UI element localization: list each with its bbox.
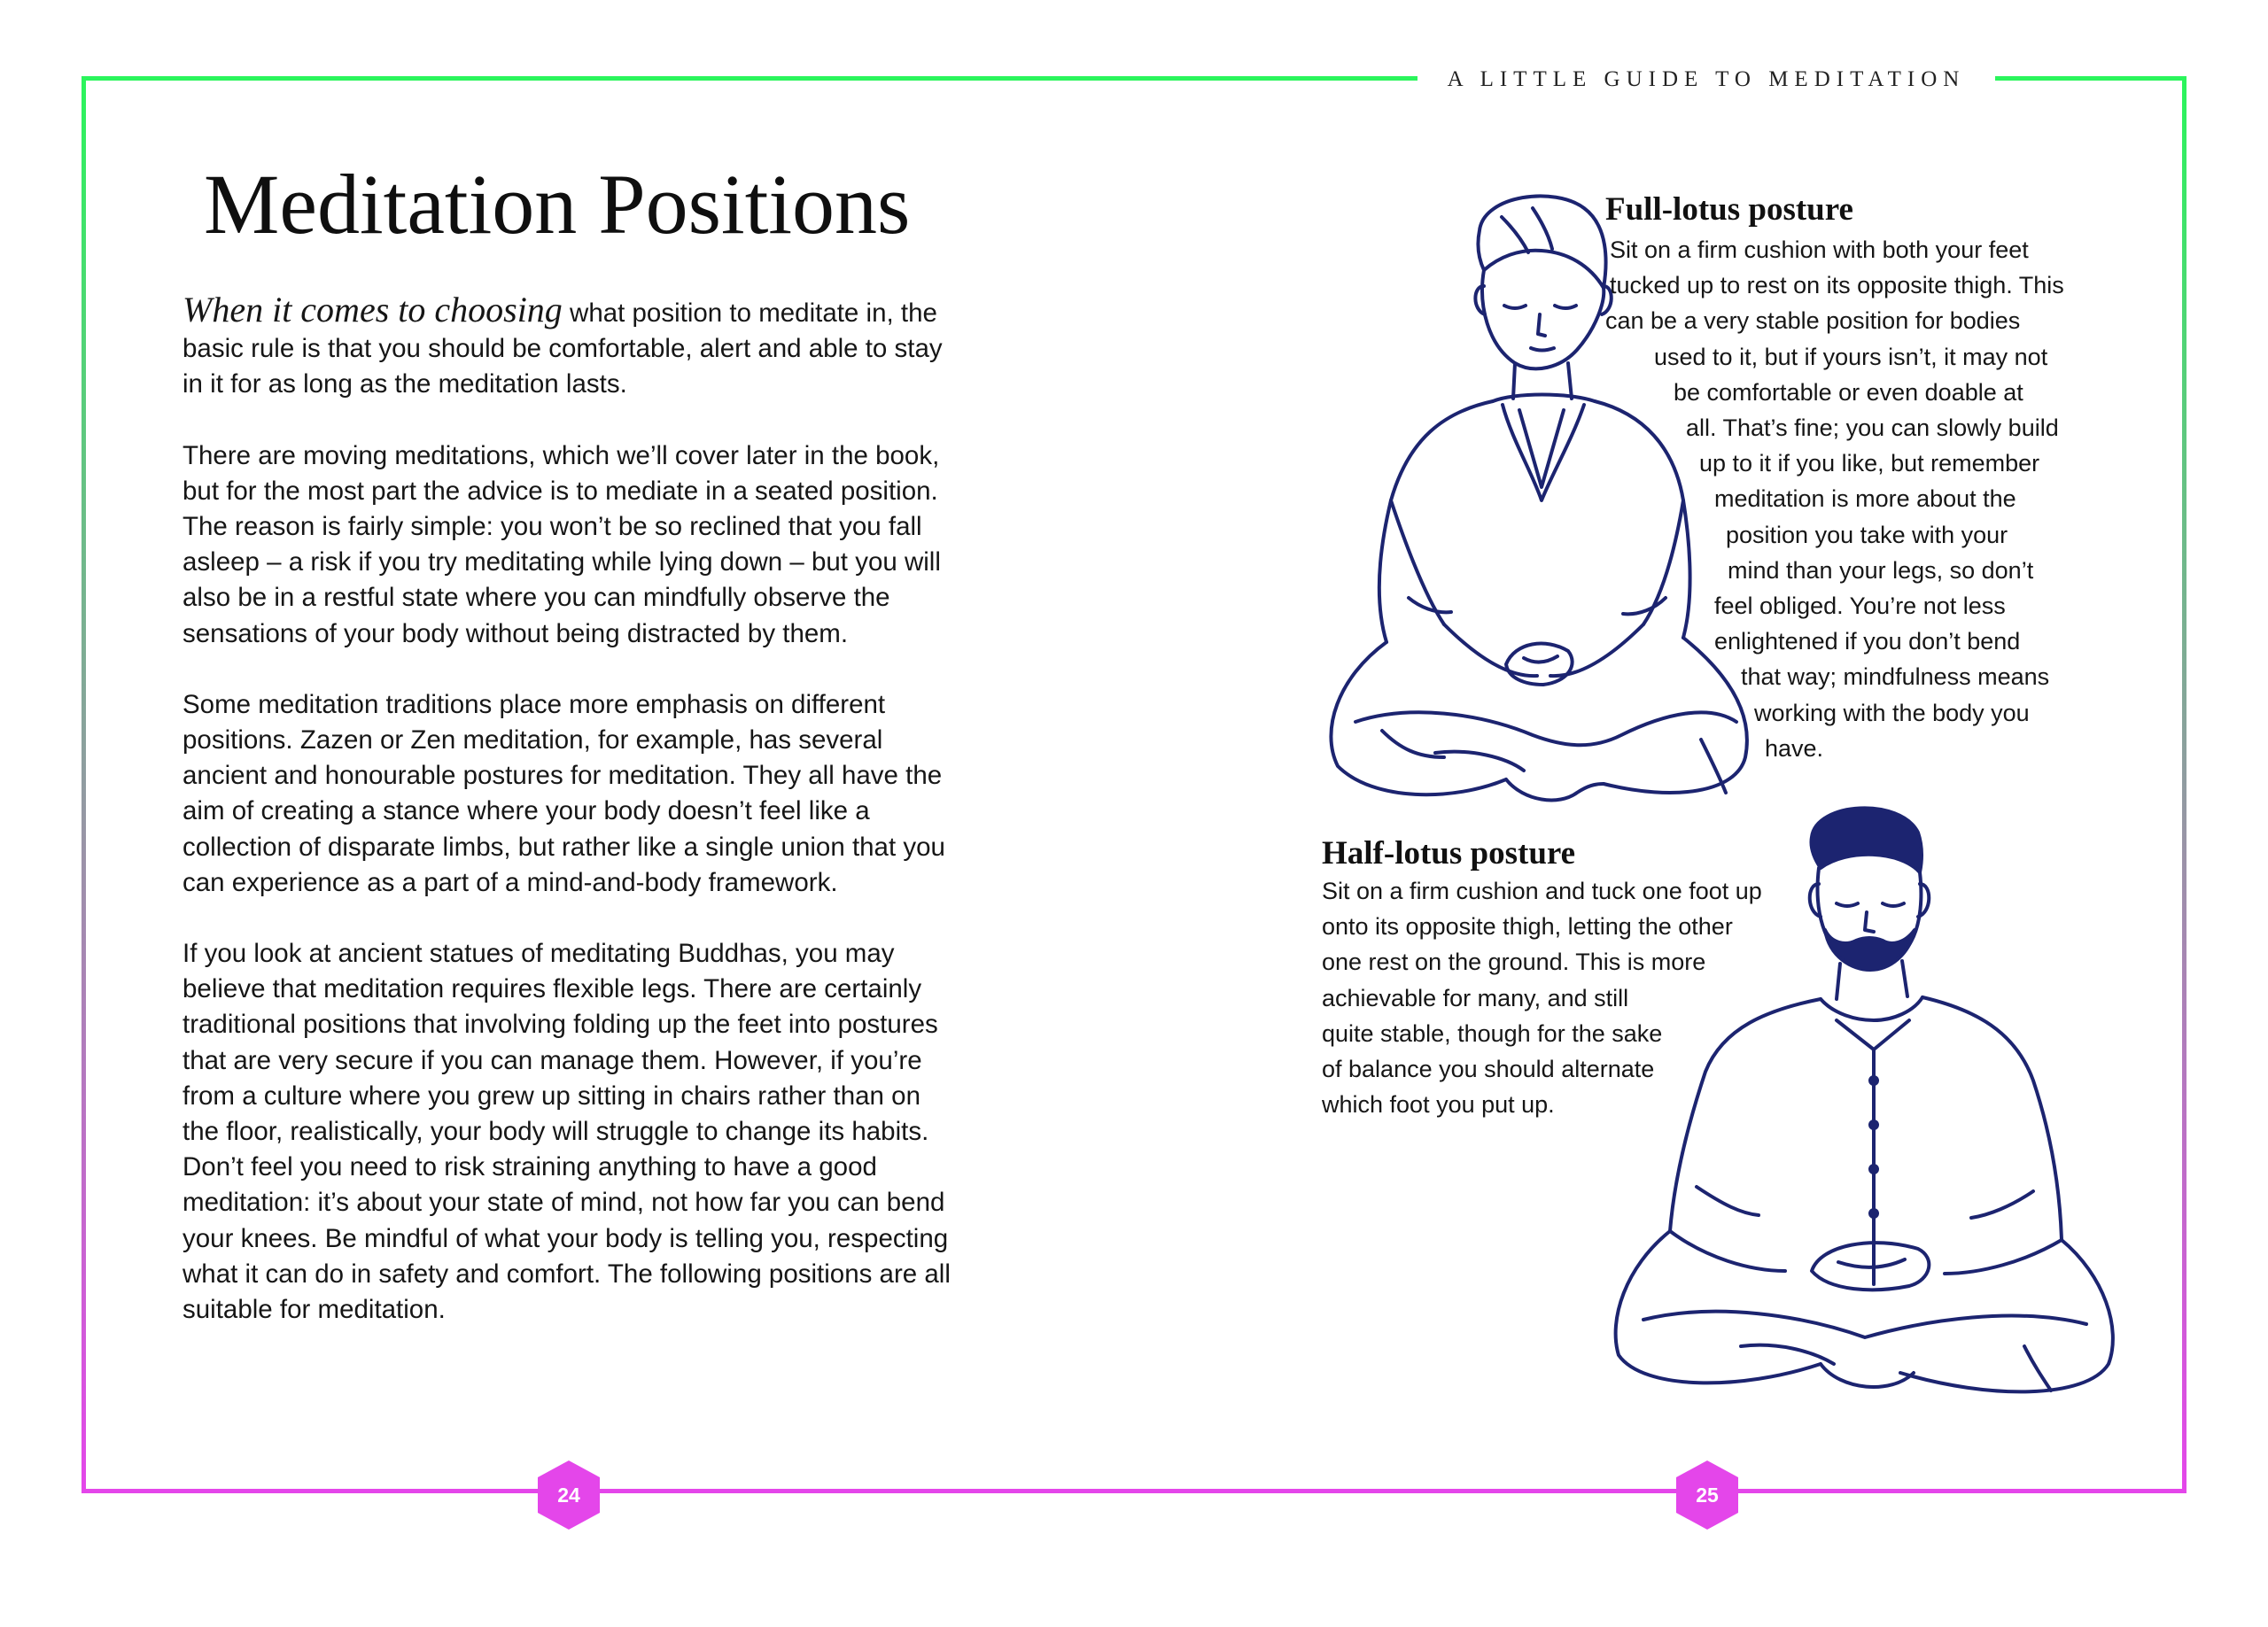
half-lotus-description [1322, 873, 1762, 1122]
full-lotus-line: meditation is more about the [1714, 485, 2016, 513]
half-lotus-line: quite stable, though for the sake [1322, 1019, 1663, 1047]
half-lotus-line: which foot you put up. [1322, 1091, 1555, 1119]
intro-text: what position to meditate in, the basic rule is that you should be comfortable, alert and able to stay in it for as long as the meditation lasts. [183, 298, 943, 399]
full-lotus-line: be comfortable or even doable at [1674, 378, 2023, 406]
page-number-left: 24 [557, 1483, 580, 1507]
half-lotus-line: of balance you should alternate [1322, 1056, 1655, 1083]
full-lotus-description [0, 232, 2064, 766]
page-title: Meditation Positions [204, 157, 911, 252]
full-lotus-heading: Full-lotus posture [1605, 191, 1853, 228]
full-lotus-line: enlightened if you don’t bend [1714, 628, 2021, 655]
half-lotus-line: onto its opposite thigh, letting the other [1322, 913, 1733, 941]
full-lotus-line: that way; mindfulness means [1741, 663, 2050, 691]
half-lotus-line: achievable for many, and still [1322, 984, 1629, 1011]
full-lotus-line: feel obliged. You’re not less [1714, 593, 2006, 620]
page-number-badge-left [532, 1459, 605, 1531]
full-lotus-line: position you take with your [1726, 521, 2008, 548]
half-lotus-line: one rest on the ground. This is more [1322, 949, 1706, 976]
full-lotus-line: used to it, but if yours isn’t, it may not [1654, 343, 2048, 370]
full-lotus-line: all. That’s fine; you can slowly build [1686, 414, 2059, 442]
page-number-badge-right [1671, 1459, 1744, 1531]
full-lotus-line: Sit on a firm cushion with both your feet [1610, 236, 2029, 263]
running-head: A LITTLE GUIDE TO MEDITATION [1418, 62, 1995, 97]
full-lotus-line: tucked up to rest on its opposite thigh. This [1610, 272, 2064, 299]
page-number-right: 25 [1696, 1483, 1719, 1507]
half-lotus-line: Sit on a firm cushion and tuck one foot up [1322, 878, 1762, 904]
full-lotus-line: have. [1765, 734, 1824, 762]
full-lotus-line: working with the body you [1754, 699, 2030, 726]
full-lotus-line: up to it if you like, but remember [1699, 450, 2040, 477]
lead-in-phrase: When it comes to choosing [183, 290, 563, 329]
full-lotus-line: can be a very stable position for bodies [1605, 307, 2021, 335]
half-lotus-heading: Half-lotus posture [1322, 835, 1576, 872]
body-paragraph-2: Some meditation traditions place more emphasis on different positions. Zazen or Zen meditation, for example, has several ancient and honourable postures for meditation. They all have the aim of creating a stance where your body doesn’t feel like a collection of disparate limbs, but rather like a single union that you can experience as a part of a mind-and-body framework. [183, 689, 945, 897]
full-lotus-line: mind than your legs, so don’t [1728, 556, 2034, 584]
body-paragraph-1: There are moving meditations, which we’ll cover later in the book, but for the most part the advice is to mediate in a seated position. The reason is fairly simple: you won’t be so reclined that you fall asleep – a risk if you try meditating while lying down – but you will also be in a restful state where you can mindfully observe the sensations of your body without being distracted by them. [183, 440, 941, 648]
body-paragraph-3: If you look at ancient statues of meditating Buddhas, you may believe that meditation requires flexible legs. There are certainly traditional positions that involving folding up the feet into postures that are very secure if you can manage them. However, if you’re from a culture where you grew up sitting in chairs rather than on the floor, realistically, your body will struggle to change its habits. Don’t feel you need to risk straining anything to have a good meditation: it’s about your state of mind, not how far you can bend your knees. Be mindful of what your body is telling you, respecting what it can do in safety and comfort. The following positions are all suitable for meditation. [183, 939, 951, 1325]
